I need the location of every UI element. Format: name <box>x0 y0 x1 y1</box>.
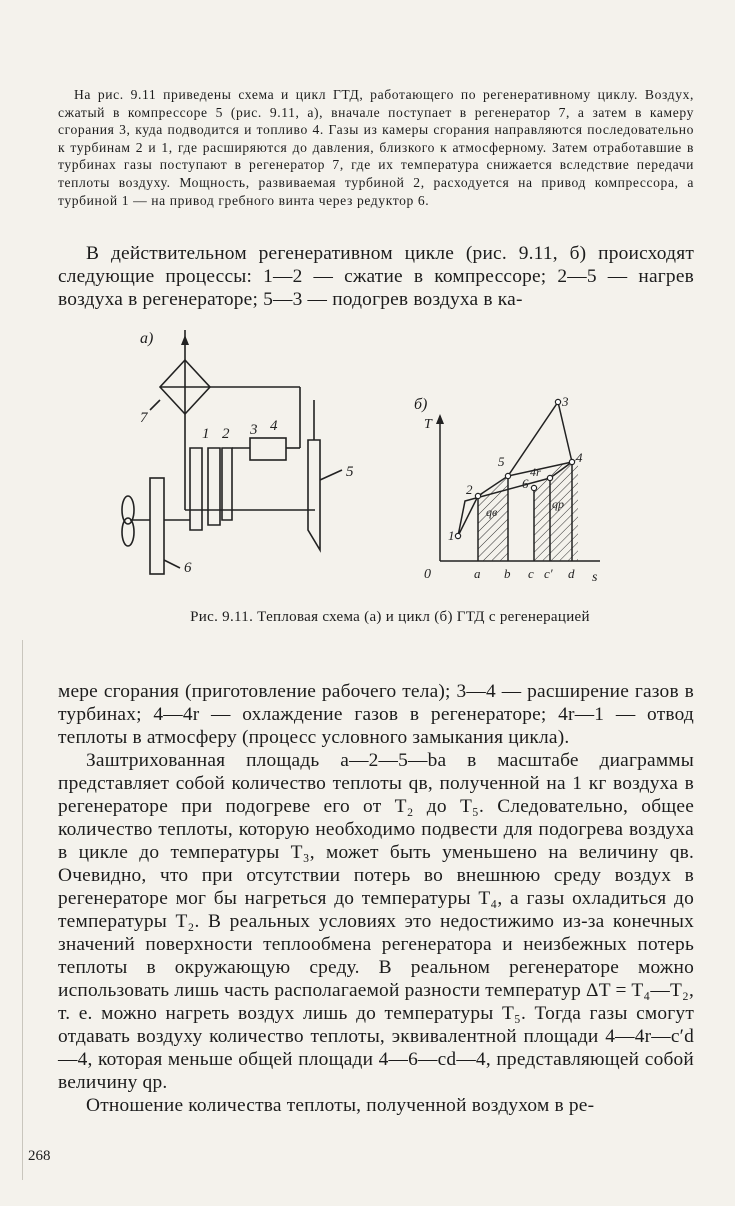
tick-d: d <box>568 566 575 581</box>
figure-a-label: а) <box>140 330 154 347</box>
axis-T-label: T <box>424 417 432 432</box>
scheme-label-5: 5 <box>346 464 354 480</box>
paragraph-continuation: мере сгорания (приготовление рабочего тела); 3—4 — расширение газов в турбинах; 4—4r — охлаждение газов в регенераторе; 4r—1 — отвод теплоты в атмосферу (процесс условного замыкания цикла). <box>58 681 694 748</box>
page-number: 268 <box>28 1148 51 1164</box>
body-text <box>58 680 694 1117</box>
point-2: 2 <box>466 482 473 497</box>
tick-b: b <box>504 566 511 581</box>
scheme-label-1: 1 <box>202 426 210 442</box>
scheme-label-6: 6 <box>184 560 192 576</box>
paragraph-last: Отношение количества теплоты, полученной воздухом в ре- <box>86 1095 595 1116</box>
tick-a: a <box>474 566 481 581</box>
ts-cycle-diagram <box>410 396 610 588</box>
paragraph-processes: В действительном регенеративном цикле (рис. 9.11, б) происходят следующие процессы: 1—2 — сжатие в компрессоре; 2—5 — нагрев воздуха в регенераторе; 5—3 — подогрев воздуха в ка- <box>58 243 694 310</box>
margin-rule <box>22 640 23 1180</box>
scheme-label-3: 3 <box>250 422 258 438</box>
tick-c: c <box>528 566 534 581</box>
point-5: 5 <box>498 454 505 469</box>
figure-caption: Рис. 9.11. Тепловая схема (а) и цикл (б) ГТД с регенерацией <box>190 609 590 625</box>
region-qr: qр <box>552 497 564 511</box>
point-4r: 4r <box>530 465 541 479</box>
axis-s-label: s <box>592 570 598 585</box>
point-4: 4 <box>576 450 583 465</box>
origin-label: 0 <box>424 567 431 582</box>
intro-small-paragraph: На рис. 9.11 приведены схема и цикл ГТД, работающего по регенеративному циклу. Воздух, сжатый в компрессоре 5 (рис. 9.11, а), вначале поступает в регенератор 7, а затем в камеру сгорания 3, куда подводится и топливо 4. Газы из камеры сгорания направляются последовательно к турбинам 2 и 1, где расширяются до давления, близкого к атмосферному. Затем отработавшие в турбинах газы поступают в регенератор 7, где их температура снижается вследствие передачи теплоты воздуху. Мощность, развиваемая турбиной 2, расходуется на привод компрессора, а турбиной 1 — на привод гребного винта через редуктор 6. <box>58 87 694 208</box>
scheme-label-7: 7 <box>140 410 148 426</box>
figure-b-label: б) <box>414 396 428 413</box>
point-6: 6 <box>522 476 529 491</box>
point-1: 1 <box>448 528 455 543</box>
scheme-label-2: 2 <box>222 426 230 442</box>
paragraph-cycle-intro <box>58 242 694 311</box>
thermal-scheme-diagram <box>110 330 370 600</box>
paragraph-shaded-area: Заштрихованная площадь a—2—5—ba в масштабе диаграммы представляет собой количество теплоты qв, полученной на 1 кг воздуха в регенераторе при подогреве его от T₂ до T₅. Следовательно, общее количество теплоты, которую необходимо подвести для подогрева воздуха в цикле до температуры T₃, может быть уменьшено на величину qв. Очевидно, что при отсутствии потерь во внешнюю среду воздух в регенераторе мог бы нагреться до температуры T₄, а газы охладиться до температуры T₂. В реальных условиях это недостижимо из-за конечных значений поверхности теплообмена регенератора и неизбежных потерь теплоты в окружающую среду. В реальном регенераторе можно использовать лишь часть располагаемой разности температур ΔT = T₄—T₂, т. е. можно нагреть воздух лишь до температуры T₅. Тогда газы смогут отдавать воздуху количество теплоты, эквивалентной площади 4—4r—c′d—4, которая меньше общей площади 4—6—cd—4, представляющей собой величину qр. <box>58 750 694 1093</box>
region-qv: qв <box>486 505 498 519</box>
scheme-label-4: 4 <box>270 418 278 434</box>
tick-c-prime: c′ <box>544 566 553 581</box>
point-3: 3 <box>562 396 569 409</box>
